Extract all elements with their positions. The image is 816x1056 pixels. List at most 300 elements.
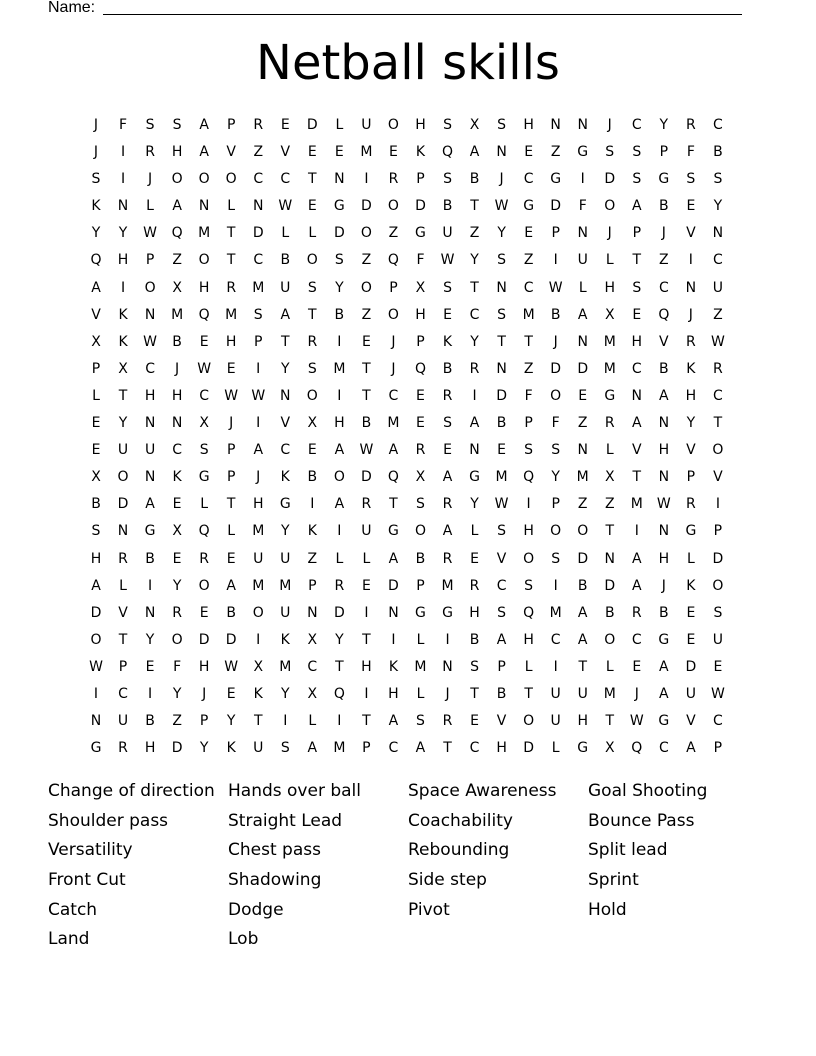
grid-letter: Y [686,415,696,432]
grid-letter: G [198,469,210,486]
grid-row [90,603,730,630]
grid-letter: T [362,713,371,730]
grid-letter: N [117,198,129,215]
grid-letter: T [470,279,479,296]
grid-letter: G [333,198,345,215]
grid-letter: W [359,442,374,459]
grid-letter: G [658,631,670,648]
grid-letter: T [524,333,533,350]
grid-letter: L [335,550,344,567]
grid-letter: N [658,469,670,486]
grid-letter: L [605,252,614,269]
grid-letter: R [442,713,453,730]
grid-letter: P [686,469,696,486]
grid-letter: B [659,604,669,621]
grid-letter: T [226,225,236,242]
grid-letter: S [497,252,507,269]
grid-letter: O [550,523,562,540]
grid-letter: J [553,333,558,350]
grid-letter: R [442,550,453,567]
grid-letter: M [630,496,643,513]
grid-letter: P [497,658,506,675]
grid-letter: B [659,360,669,377]
grid-letter: L [227,523,236,540]
grid-letter: V [686,442,696,459]
grid-letter: A [469,415,480,432]
grid-row [91,332,730,359]
grid-letter: C [496,577,507,594]
grid-letter: Z [307,550,318,567]
grid-letter: R [415,442,426,459]
grid-letter: E [199,604,209,621]
grid-letter: P [713,523,723,540]
grid-letter: Q [387,469,399,486]
grid-letter: L [362,550,371,567]
grid-letter: D [198,631,210,648]
grid-row [91,223,730,250]
grid-letter: J [93,117,99,133]
grid-letter: L [92,387,100,404]
grid-letter: B [91,496,101,513]
grid-letter: T [713,415,723,432]
grid-letter: E [91,442,101,459]
word-list-item: Sprint [588,870,639,891]
grid-letter: X [307,415,318,432]
grid-letter: H [388,685,399,702]
grid-letter: D [712,550,724,567]
grid-letter: Q [442,144,454,161]
grid-letter: N [280,387,291,404]
grid-letter: Y [280,685,290,702]
grid-letter: E [686,631,696,648]
grid-letter: Z [604,496,615,513]
grid-letter: N [577,333,588,350]
grid-letter: O [306,252,318,269]
grid-letter: S [172,117,182,133]
grid-letter: P [254,333,263,350]
grid-letter: A [659,685,669,702]
grid-letter: H [334,415,345,432]
grid-letter: U [280,550,291,567]
grid-letter: I [364,171,369,188]
grid-letter: I [337,387,342,404]
grid-letter: N [496,144,507,161]
grid-row [91,359,730,386]
grid-letter: N [307,604,318,621]
grid-letter: U [442,225,453,242]
grid-letter: V [280,415,291,432]
grid-letter: Q [333,685,345,702]
grid-letter: B [577,577,588,594]
grid-letter: F [524,387,533,404]
grid-letter: P [389,279,398,296]
grid-letter: I [256,415,261,432]
grid-letter: S [605,144,615,161]
grid-letter: K [686,577,696,594]
grid-letter: L [470,523,479,540]
grid-letter: J [391,333,396,350]
grid-letter: O [306,387,318,404]
grid-letter: D [685,658,697,675]
grid-letter: Y [470,333,479,350]
grid-letter: E [443,306,452,323]
grid-letter: M [495,469,508,486]
grid-letter: O [225,171,237,188]
grid-letter: R [334,577,345,594]
grid-letter: R [118,740,128,757]
grid-letter: Z [523,252,534,269]
grid-letter: Y [335,279,344,296]
grid-letter: B [604,604,615,621]
grid-letter: L [416,631,425,648]
grid-letter: E [307,442,317,459]
grid-letter: T [497,333,506,350]
grid-letter: S [713,604,723,621]
grid-letter: E [416,387,425,404]
grid-letter: S [713,171,723,188]
grid-letter: O [360,225,372,242]
grid-letter: J [499,171,504,188]
grid-row [92,386,730,413]
grid-letter: G [685,523,697,540]
grid-letter: R [604,415,615,432]
grid-row [91,440,730,467]
grid-letter: G [90,740,102,757]
grid-letter: Q [171,225,183,242]
grid-letter: S [307,360,317,377]
grid-letter: N [90,713,102,730]
grid-letter: R [361,496,372,513]
name-label: Name: [48,0,96,16]
grid-letter: D [333,225,345,242]
grid-letter: I [337,713,342,730]
grid-letter: Y [118,415,128,432]
grid-letter: V [686,713,696,730]
grid-letter: P [226,117,236,133]
grid-letter: Z [550,144,561,161]
grid-letter: L [578,279,587,296]
grid-letter: Y [91,225,101,242]
grid-letter: N [712,225,724,242]
grid-letter: T [632,252,642,269]
grid-letter: H [577,713,588,730]
grid-letter: H [90,550,102,567]
grid-letter: O [360,279,372,296]
grid-letter: L [605,658,614,675]
grid-letter: F [578,198,587,215]
grid-letter: U [117,713,129,730]
grid-letter: I [553,252,558,269]
grid-letter: O [171,631,183,648]
grid-row [91,494,730,521]
grid-letter: R [307,333,318,350]
grid-letter: T [226,496,236,513]
grid-letter: M [333,360,346,377]
grid-letter: F [119,117,128,133]
grid-row [90,711,730,738]
grid-letter: D [550,360,562,377]
grid-letter: G [388,523,399,540]
word-list-item: Split lead [588,840,668,861]
grid-letter: M [252,577,265,594]
grid-letter: T [118,387,128,404]
grid-letter: W [143,225,157,242]
grid-letter: A [442,469,453,486]
grid-letter: R [631,604,642,621]
grid-letter: O [252,604,264,621]
grid-letter: S [470,658,479,675]
grid-letter: O [712,577,724,594]
grid-letter: D [117,496,129,513]
grid-letter: L [551,740,560,757]
grid-letter: D [415,198,426,215]
grid-letter: E [632,658,642,675]
grid-letter: K [686,360,696,377]
grid-letter: A [172,198,182,215]
grid-letter: A [442,523,453,540]
grid-letter: N [658,415,670,432]
grid-letter: T [578,658,587,675]
grid-letter: C [469,740,480,757]
grid-letter: I [256,631,261,648]
grid-letter: C [658,279,669,296]
grid-letter: I [256,360,261,377]
grid-letter: D [577,360,589,377]
grid-letter: W [494,496,509,513]
grid-letter: N [144,469,156,486]
grid-letter: X [91,333,101,350]
grid-letter: H [252,496,264,513]
grid-letter: A [415,740,426,757]
grid-letter: X [469,117,480,133]
grid-letter: R [388,171,399,188]
grid-letter: P [308,577,317,594]
grid-letter: Z [172,713,182,730]
grid-letter: T [470,198,479,215]
grid-letter: N [198,198,210,215]
grid-letter: M [603,360,616,377]
grid-letter: E [713,658,723,675]
grid-letter: J [607,117,612,133]
grid-letter: M [279,658,292,675]
grid-letter: L [119,577,127,594]
grid-letter: T [253,713,263,730]
grid-letter: B [172,333,182,350]
grid-letter: C [713,252,723,269]
grid-letter: G [658,171,670,188]
grid-letter: A [686,740,696,757]
grid-letter: E [470,550,479,567]
grid-letter: H [171,144,183,161]
grid-letter: X [415,469,426,486]
grid-letter: I [445,631,450,648]
grid-letter: H [415,117,426,133]
grid-letter: S [199,442,209,459]
grid-letter: L [335,117,344,133]
grid-letter: O [387,198,399,215]
grid-letter: O [90,631,102,648]
grid-letter: L [308,713,317,730]
grid-letter: F [173,658,182,675]
grid-letter: S [416,496,425,513]
grid-letter: U [361,523,372,540]
grid-row [91,196,730,223]
grid-letter: I [364,685,369,702]
word-list-item: Lob [228,929,259,950]
grid-letter: R [226,279,237,296]
word-list-row [48,809,768,839]
grid-letter: I [715,496,720,513]
grid-letter: M [171,306,184,323]
grid-letter: E [443,442,452,459]
grid-letter: I [148,577,153,594]
grid-letter: Y [497,225,506,242]
grid-letter: O [198,577,210,594]
grid-letter: Z [361,252,372,269]
word-list-item: Bounce Pass [588,810,695,831]
grid-letter: C [658,740,669,757]
grid-letter: R [442,496,453,513]
grid-letter: T [308,171,317,188]
grid-letter: E [470,713,479,730]
grid-letter: I [391,631,396,648]
grid-letter: G [577,144,589,161]
grid-letter: N [496,360,507,377]
grid-letter: L [605,442,614,459]
grid-letter: Y [280,523,290,540]
grid-letter: A [577,306,588,323]
grid-letter: C [631,360,642,377]
grid-letter: I [337,523,342,540]
grid-letter: S [443,415,452,432]
grid-letter: O [333,469,345,486]
grid-letter: W [224,658,239,675]
grid-letter: I [553,658,558,675]
grid-row [90,738,730,765]
grid-letter: P [118,658,128,675]
grid-letter: B [550,306,561,323]
grid-letter: V [659,333,669,350]
grid-letter: A [659,387,669,404]
grid-letter: M [576,469,589,486]
grid-letter: E [199,333,209,350]
word-list-item: Side step [408,870,487,891]
grid-letter: B [442,198,453,215]
grid-letter: B [361,415,372,432]
grid-letter: E [307,144,317,161]
grid-letter: E [524,144,534,161]
grid-letter: D [252,225,264,242]
grid-letter: D [333,604,345,621]
grid-letter: B [469,171,480,188]
grid-letter: O [387,306,399,323]
grid-letter: C [199,387,210,404]
grid-letter: H [658,442,670,459]
grid-letter: A [226,577,236,594]
grid-letter: M [252,523,265,540]
grid-letter: I [120,171,126,188]
grid-letter: T [470,685,479,702]
grid-row [90,549,730,576]
grid-letter: G [469,469,480,486]
grid-letter: A [388,713,399,730]
grid-letter: M [387,415,400,432]
grid-letter: S [443,279,452,296]
word-list-item: Chest pass [228,840,321,861]
grid-letter: I [472,387,477,404]
grid-letter: P [91,360,101,377]
word-list-item: Catch [48,899,98,920]
grid-letter: C [388,387,399,404]
grid-letter: L [281,225,290,242]
grid-letter: T [335,658,344,675]
grid-letter: V [686,225,696,242]
grid-letter: N [496,279,507,296]
name-underline [103,14,742,15]
grid-letter: N [388,604,399,621]
grid-letter: E [226,360,236,377]
grid-letter: E [686,604,696,621]
grid-letter: S [307,279,317,296]
grid-letter: G [415,604,426,621]
grid-letter: D [604,171,616,188]
grid-letter: S [416,713,425,730]
grid-letter: G [550,171,562,188]
grid-letter: S [497,523,507,540]
grid-letter: O [523,550,535,567]
grid-letter: L [416,685,425,702]
grid-letter: P [145,252,155,269]
grid-row [91,576,730,603]
grid-letter: E [524,225,534,242]
grid-letter: U [253,740,264,757]
grid-letter: B [145,550,155,567]
grid-letter: M [414,658,427,675]
grid-letter: X [118,360,128,377]
grid-letter: S [91,523,101,540]
page-title: Netball skills [256,35,560,91]
grid-letter: J [175,360,180,377]
grid-letter: S [443,117,452,133]
grid-letter: H [144,740,156,757]
grid-letter: X [199,415,209,432]
grid-letter: C [469,306,480,323]
grid-row [91,413,730,440]
grid-letter: K [226,740,236,757]
grid-letter: H [117,252,129,269]
grid-letter: A [199,117,209,133]
grid-letter: W [440,252,455,269]
grid-letter: L [524,658,533,675]
grid-letter: N [577,225,588,242]
grid-letter: K [280,631,290,648]
grid-letter: Y [172,685,182,702]
grid-letter: B [415,550,426,567]
grid-letter: A [469,144,480,161]
grid-letter: Z [253,144,264,161]
grid-letter: K [118,333,128,350]
grid-letter: A [632,577,642,594]
grid-letter: Y [145,631,155,648]
grid-letter: N [252,198,264,215]
grid-letter: S [91,171,101,188]
grid-letter: A [91,279,101,296]
grid-letter: H [469,604,480,621]
grid-letter: C [523,171,534,188]
grid-letter: C [713,117,723,133]
grid-row [93,115,730,142]
grid-letter: P [226,442,236,459]
